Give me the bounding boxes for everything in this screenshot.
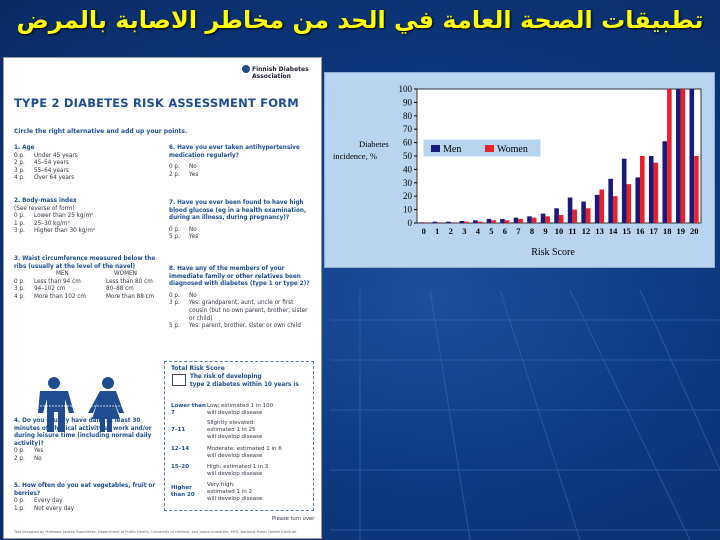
x-tick-label: 4 (475, 226, 480, 236)
bar-men-score-3 (460, 221, 465, 223)
y-tick-label: 40 (403, 164, 412, 175)
bar-men-score-14 (608, 179, 613, 223)
form-title: TYPE 2 DIABETES RISK ASSESSMENT FORM (14, 96, 299, 110)
y-tick-label: 30 (403, 177, 412, 188)
incidence-chart-panel (324, 72, 715, 268)
question-physical-activity: 4. Do you usually have daily at least 30 minutes of physical activity at work and/or during leisure time (including normal daily activity)? 0 p. Yes 2 p. No (14, 418, 152, 462)
bar-women-score-18 (667, 89, 672, 223)
x-tick-label: 8 (529, 226, 535, 236)
y-tick-label: 100 (398, 84, 412, 94)
y-tick-label: 80 (403, 110, 412, 121)
bar-women-score-20 (694, 156, 699, 223)
bar-men-score-18 (662, 141, 667, 223)
question-antihypertensive: 6. Have you ever taken antihypertensive medication regularly? 0 p. No 2 p. Yes (169, 145, 300, 178)
x-tick-label: 18 (662, 226, 672, 236)
bar-women-score-0 (424, 222, 429, 223)
x-tick-label: 7 (516, 226, 521, 236)
x-tick-label: 12 (581, 226, 591, 236)
bar-men-score-4 (473, 220, 478, 223)
bar-women-score-4 (478, 222, 483, 223)
bar-women-score-13 (599, 190, 604, 224)
question-family-history: 8. Have any of the members of your immediate family or other relatives been diagnosed with diabetes (type 1 or type 2)? 0 p. No 3 p. Yes: grandparent, aunt, uncle or first cousin (but no own parent, brother, sister or child) 5 p. Yes: parent, brother, sister or own child (169, 266, 310, 330)
x-tick-label: 6 (502, 226, 508, 236)
x-tick-label: 10 (554, 226, 564, 236)
x-tick-label: 2 (448, 226, 453, 236)
score-entry-box[interactable] (172, 374, 186, 386)
form-instruction: Circle the right alternative and add up your points. (14, 128, 188, 135)
bar-women-score-7 (518, 219, 523, 223)
bar-women-score-19 (681, 89, 686, 223)
x-tick-label: 11 (568, 226, 577, 236)
y-tick-label: 0 (407, 218, 412, 228)
total-score-heading: Total Risk Score (171, 365, 225, 372)
y-tick-label: 70 (403, 124, 412, 135)
bar-women-score-1 (437, 222, 442, 223)
x-tick-label: 19 (676, 226, 685, 236)
legend-men-swatch (431, 145, 440, 152)
x-tick-label: 0 (421, 226, 426, 236)
x-tick-label: 9 (543, 226, 548, 236)
risk-assessment-form: Finnish Diabetes Association TYPE 2 DIABETES RISK ASSESSMENT FORM Circle the right alternative and add up your points. 1. Age 0 p. Under 45 years 2 p. 45–54 years 3 p. 55–64 years 4 p. Over 64 years 2. Body-mass index (See reverse of form) 0 p. Lower than 25 kg/m² 1 p. 25–30 kg/m² 3 p. Higher than 30 kg/m² 3. Waist circumference measured below the ribs (usually at the level of the navel) MEN WOMEN 0 p. Less than 94 cm Less than 80 cm 3 p. 94–102 cm 80–88 cm 4 p. More than 102 cm More than 88 cm 4. Do you usually have daily at least 30 minutes of physical activity at work and/or during leisure time (including normal daily activity)? 0 p. Yes 2 p. No 5. How often do you eat vegetables, fruit or berries? 0 p. Every day 1 p. Not every day 6. Have you ever taken antihypertensive medication regularly? 0 p. No 2 p. Yes 7. Have you ever been found to have high blood glucose (eg in a health examination, during an illness, during pregnancy)? 0 p. No 5 p. Yes 8. Have any of the members of your immediate family or other relatives been diagnosed with diabetes (type 1 or type 2)? 0 p. No 3 p. Yes: grandparent, aunt, uncle or first cousin (but no own parent, brother, sister or child) 5 p. Yes: parent, brother, sister or own child Total Risk Score The risk of developing type 2 diabetes within 10 years is Lower than 7 Low: estimated 1 in 100 will develop disease 7–11 Slightly elevated: estimated 1 in 25 will develop disease 12–14 Moderate: estimated 1 in 6 will develop disease 15–20 High: estimated 1 in 3 will develop disease Higher than 20 Very high: estimated 1 in 2 will develop disease Please turn over Test designed by Professor Jaakko Tuomilehto, Department of Public Health, University of Helsinki, and Jaana Lindström, MFS, National Public Health Institute. (3, 57, 322, 539)
bar-men-score-6 (500, 219, 505, 223)
question-vegetables: 5. How often do you eat vegetables, fruit or berries? 0 p. Every day 1 p. Not every day (14, 483, 156, 512)
legend-women-swatch (485, 145, 494, 152)
chart-ylabel-line1: Diabetes (359, 139, 389, 149)
bar-men-score-7 (514, 218, 519, 223)
bar-men-score-11 (568, 198, 573, 223)
bar-men-score-20 (690, 89, 695, 223)
x-tick-label: 3 (462, 226, 467, 236)
y-tick-label: 10 (403, 204, 412, 215)
bar-women-score-15 (626, 184, 631, 223)
bar-women-score-17 (654, 163, 659, 223)
bar-men-score-19 (676, 89, 681, 223)
x-tick-label: 5 (489, 226, 494, 236)
bar-men-score-17 (649, 156, 654, 223)
question-bmi: 2. Body-mass index (See reverse of form) 0 p. Lower than 25 kg/m² 1 p. 25–30 kg/m² 3 p. Higher than 30 kg/m² (14, 198, 96, 235)
bar-women-score-16 (640, 156, 645, 223)
bar-women-score-2 (451, 222, 456, 223)
bar-women-score-9 (545, 216, 550, 223)
bar-men-score-2 (446, 222, 451, 223)
bar-women-score-8 (532, 218, 537, 223)
bar-women-score-14 (613, 196, 618, 223)
bar-men-score-12 (581, 202, 586, 223)
association-name: Finnish Diabetes Association (252, 66, 309, 80)
x-tick-label: 15 (622, 226, 631, 236)
x-tick-label: 13 (595, 226, 604, 236)
bar-men-score-15 (622, 159, 627, 223)
question-waist: 3. Waist circumference measured below the ribs (usually at the level of the navel) MEN WOMEN 0 p. Less than 94 cm Less than 80 cm 3 p. 94–102 cm 80–88 cm 4 p. More than 102 cm More than 88 cm (14, 256, 156, 300)
slide-title: تطبيقات الصحة العامة في الحد من مخاطر الاصابة بالمرض (16, 6, 704, 34)
bar-men-score-13 (595, 195, 600, 223)
bar-men-score-9 (541, 214, 546, 223)
y-tick-label: 90 (403, 97, 412, 108)
chart-legend (423, 139, 541, 157)
y-tick-label: 20 (403, 191, 412, 202)
association-logo-icon (242, 65, 250, 73)
question-age: 1. Age 0 p. Under 45 years 2 p. 45–54 years 3 p. 55–64 years 4 p. Over 64 years (14, 145, 78, 182)
chart-ylabel-line2: incidence, % (333, 151, 377, 161)
bar-men-score-16 (635, 177, 640, 223)
legend-women-label: Women (497, 144, 528, 155)
chart-xlabel: Risk Score (531, 247, 575, 258)
bar-women-score-6 (505, 220, 510, 223)
bar-men-score-1 (433, 222, 438, 223)
bar-men-score-10 (554, 208, 559, 223)
form-footnote: Test designed by Professor Jaakko Tuomilehto, Department of Public Health, University of Helsinki, and Jaana Lindström, MFS, National Public Health Institute. (14, 530, 298, 534)
x-tick-label: 14 (608, 226, 618, 236)
x-tick-label: 1 (435, 226, 440, 236)
legend-men-label: Men (443, 144, 462, 155)
bar-women-score-5 (491, 220, 496, 223)
bar-women-score-12 (586, 208, 591, 223)
bar-men-score-5 (487, 219, 492, 223)
bar-women-score-10 (559, 215, 564, 223)
incidence-bar-chart (325, 73, 716, 269)
bar-men-score-0 (419, 222, 424, 223)
x-tick-label: 17 (649, 226, 658, 236)
x-tick-label: 16 (635, 226, 645, 236)
score-description: The risk of developing type 2 diabetes within 10 years is (190, 374, 299, 388)
turn-over-note: Please turn over (272, 516, 315, 522)
y-tick-label: 60 (403, 137, 412, 148)
y-tick-label: 50 (403, 151, 412, 161)
bar-men-score-8 (527, 216, 532, 223)
bar-women-score-11 (572, 210, 577, 223)
x-tick-label: 20 (689, 226, 699, 236)
question-blood-glucose: 7. Have you ever been found to have high blood glucose (eg in a health examination, during an illness, during pregnancy)? 0 p. No 5 p. Yes (169, 200, 307, 241)
bar-women-score-3 (464, 222, 469, 223)
